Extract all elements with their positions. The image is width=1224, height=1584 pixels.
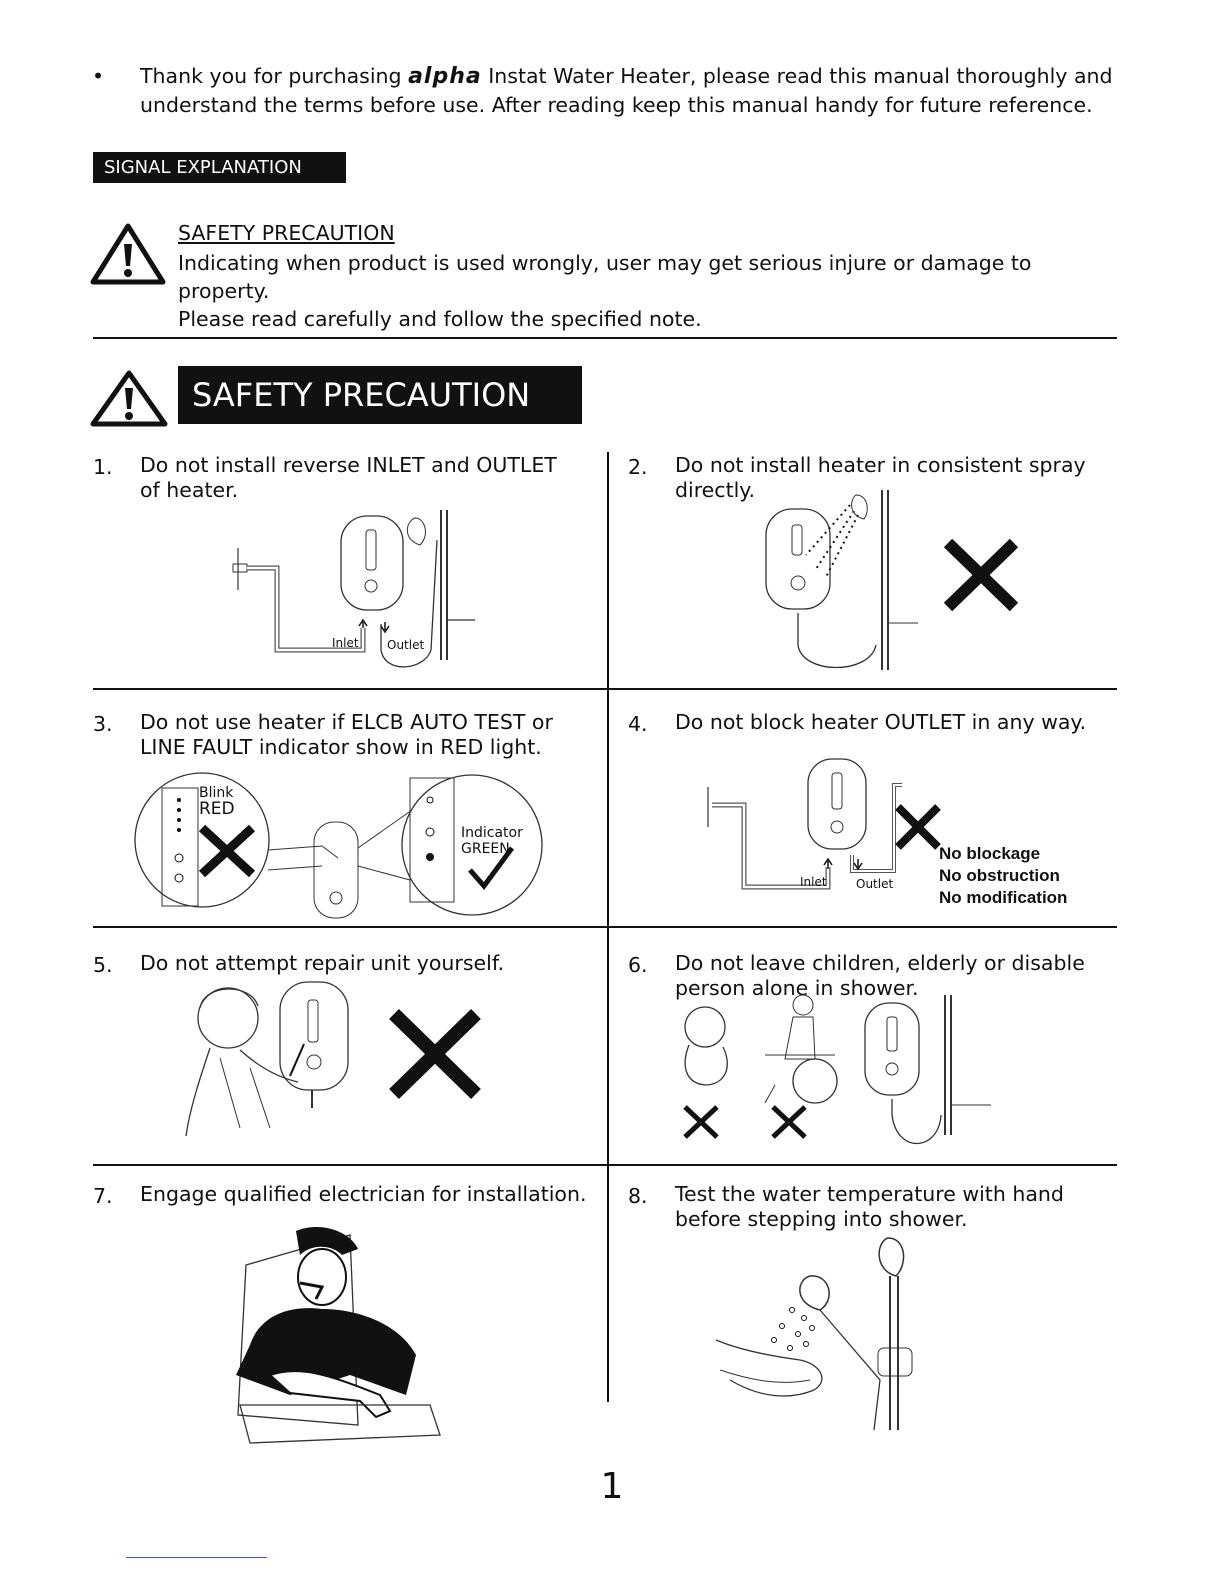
- indicator-label: Indicator: [461, 825, 523, 841]
- item-7-text: [140, 1182, 586, 1207]
- no-obstruction: No obstruction: [939, 866, 1060, 885]
- item-3-line-1: Do not use heater if ELCB AUTO TEST or: [140, 710, 553, 734]
- safety-precaution-bar: SAFETY PRECAUTION: [178, 366, 582, 424]
- item-3-line-2: LINE FAULT indicator show in RED light.: [140, 735, 542, 759]
- item-6-line-1: Do not leave children, elderly or disable: [675, 951, 1085, 975]
- signal-description: [178, 249, 1118, 333]
- item-8-text: [675, 1182, 1064, 1232]
- self-repair-illustration: [180, 978, 490, 1138]
- item-6-number: 6.: [628, 953, 648, 977]
- green-label: GREEN: [461, 841, 510, 857]
- row-divider: [93, 926, 1117, 928]
- inlet-label: Inlet: [332, 636, 359, 650]
- warning-triangle-icon: [90, 222, 166, 286]
- item-5-line-1: Do not attempt repair unit yourself.: [140, 951, 505, 975]
- item-8-line-2: before stepping into shower.: [675, 1207, 968, 1231]
- signal-title: SAFETY PRECAUTION: [178, 221, 395, 245]
- item-8-line-1: Test the water temperature with hand: [675, 1182, 1064, 1206]
- footer-line: [126, 1557, 267, 1558]
- row-divider: [93, 688, 1117, 690]
- blink-label: Blink: [199, 785, 234, 801]
- item-4-text: [675, 710, 1086, 735]
- no-blockage-note: [939, 843, 1067, 909]
- item-1-line-1: Do not install reverse INLET and OUTLET: [140, 453, 557, 477]
- divider: [93, 337, 1117, 339]
- item-3-number: 3.: [93, 712, 113, 736]
- signal-explanation-bar: SIGNAL EXPLANATION: [93, 152, 346, 183]
- item-2-line-1: Do not install heater in consistent spray: [675, 453, 1086, 477]
- item-1-number: 1.: [93, 455, 113, 479]
- row-divider: [93, 1164, 1117, 1166]
- no-blockage: No blockage: [939, 844, 1041, 863]
- intro-bullet: •: [92, 64, 105, 88]
- electrician-illustration: [230, 1225, 440, 1445]
- item-7-number: 7.: [93, 1184, 113, 1208]
- item-4-number: 4.: [628, 712, 648, 736]
- intro-text-after: Instat Water Heater, please read this manual thoroughly and understand the terms before use. After reading keep this manual handy for future reference.: [140, 64, 1113, 117]
- signal-line-1: Indicating when product is used wrongly, user may get serious injure or damage to property.: [178, 251, 1032, 303]
- intro-paragraph: [92, 62, 1132, 119]
- item-8-number: 8.: [628, 1184, 648, 1208]
- hand-water-test-illustration: [710, 1230, 950, 1440]
- item-2-number: 2.: [628, 455, 648, 479]
- signal-line-2: Please read carefully and follow the specified note.: [178, 307, 702, 331]
- outlet-label: Outlet: [387, 638, 425, 652]
- red-label: RED: [199, 799, 235, 819]
- item-5-number: 5.: [93, 953, 113, 977]
- heater-spray-illustration: [760, 485, 1030, 680]
- inlet-label: Inlet: [800, 875, 827, 889]
- no-modification: No modification: [939, 888, 1068, 907]
- item-7-line-1: Engage qualified electrician for installation.: [140, 1182, 587, 1206]
- item-6-line-2: person alone in shower.: [675, 976, 919, 1000]
- brand-logo: alpha: [408, 64, 482, 89]
- unattended-person-illustration: [675, 985, 1005, 1145]
- item-2-line-2: directly.: [675, 478, 756, 502]
- page-number: 1: [600, 1466, 624, 1507]
- item-4-line-1: Do not block heater OUTLET in any way.: [675, 710, 1087, 734]
- intro-text-before: Thank you for purchasing: [140, 64, 409, 88]
- item-3-text: [140, 710, 553, 760]
- warning-triangle-icon: [90, 370, 168, 428]
- outlet-label: Outlet: [856, 877, 894, 891]
- item-1-line-2: of heater.: [140, 478, 239, 502]
- item-1-text: [140, 453, 557, 503]
- item-5-text: [140, 951, 504, 976]
